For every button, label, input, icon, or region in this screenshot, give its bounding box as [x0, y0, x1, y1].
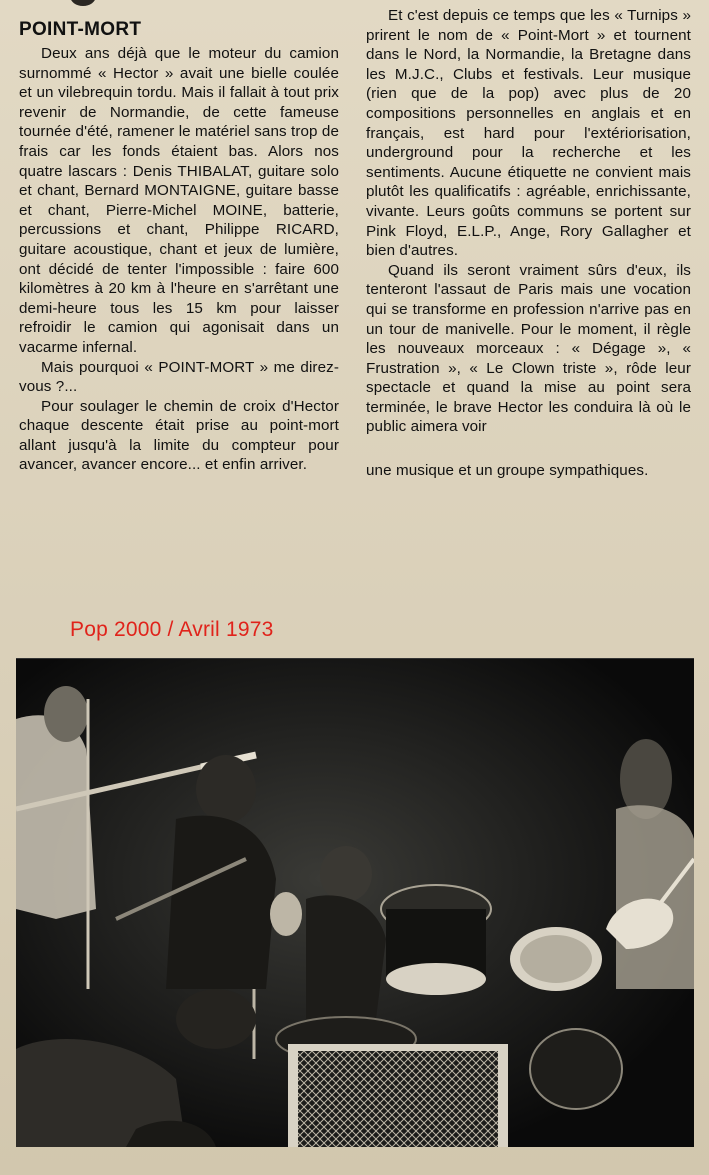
corner-ink-mark	[70, 0, 96, 6]
band-photo-image	[16, 659, 694, 1147]
right-column	[366, 6, 691, 481]
right-paragraph-3: une musique et un groupe sympathiques.	[366, 462, 649, 480]
article-title: POINT-MORT	[19, 19, 142, 40]
source-caption: Pop 2000 / Avril 1973	[70, 618, 274, 641]
left-column	[19, 18, 339, 475]
right-paragraph-1: Et c'est depuis ce temps que les « Turnips » prirent le nom de « Point-Mort » et tournent dans le Nord, la Normandie, la Bretagne dans les M.J.C., Clubs et festivals. Leur musique (rien que de la pop) avec plus de 20 compositions personnelles en anglais et en français, est hard pour l'extériorisation, underground pour la recherche et les sentiments. Aucune étiquette ne convient mais plutôt les qualificatifs : agréable, enrichissante, vivante. Leurs goûts communs se portent sur Pink Floyd, E.L.P., Ange, Rory Gallagher et bien d'autres.	[366, 7, 691, 260]
amplifier	[288, 1044, 508, 1147]
left-paragraph-3: Pour soulager le chemin de croix d'Hector chaque descente était prise au point-mort allant jusqu'à la limite du compteur pour avancer, avancer encore... et enfin arriver.	[19, 397, 339, 474]
left-paragraph-1: Deux ans déjà que le moteur du camion surnommé « Hector » avait une bielle coulée et un vilebrequin tordu. Mais il fallait à tout prix revenir de Normandie, de cette fameuse tournée d'été, ramener le matériel sans trop de frais car les fonds étaient bas. Alors nos quatre lascars : Denis THIBALAT, guitare solo et chant, Bernard MONTAIGNE, guitare basse et chant, Pierre-Michel MOINE, batterie, percussions et chant, Philippe RICARD, guitare acoustique, chant et jeux de lumière, ont décidé de tenter l'impossible : faire 600 kilomètres à 20 km à l'heure en s'arrêtant une demi-heure tous les 15 km pour laisser refroidir le camion qui agonisait dans un vacarme infernal.	[19, 45, 339, 356]
band-photo	[16, 658, 694, 1147]
right-paragraph-2: Quand ils seront vraiment sûrs d'eux, ils tenteront l'assaut de Paris mais une vocation qui se transforme en profession n'arrive pas en un tour de manivelle. Pour le moment, il règle les nouveaux morceaux : « Dégage », « Frustration », « Le Clown triste », rôde leur spectacle et quand la mise au point sera terminée, le brave Hector les conduira là où le public aimera voir	[366, 261, 691, 436]
left-paragraph-2: Mais pourquoi « POINT-MORT » me direz-vous ?...	[19, 358, 339, 396]
